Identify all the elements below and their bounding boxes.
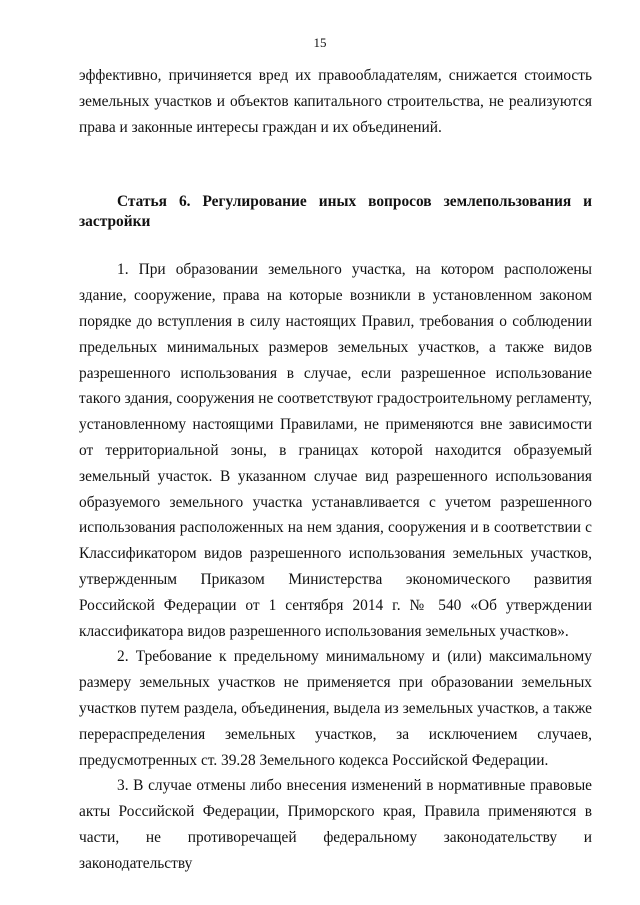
article-heading: Статья 6. Регулирование иных вопросов землепользования и застройки [79,193,592,231]
lead-paragraph: эффективно, причиняется вред их правообладателям, снижается стоимость земельных участков и объектов капитального строительства, не реализуются права и законные интересы граждан и их объединений. [79,67,592,136]
document-body [79,63,592,877]
paragraph-1: 1. При образовании земельного участка, на котором расположены здание, сооружение, права на которые возникли в установленном законом порядке до вступления в силу настоящих Правил, требования о соблюдении предельных минимальных размеров земельных участков, а также видов разрешенного использования в случае, если разрешенное использование такого здания, сооружения не соответствуют градостроительному регламенту, установленному настоящими Правилами, не применяются вне зависимости от территориальной зоны, в границах которой находится образуемый земельный участок. В указанном случае вид разрешенного использования образуемого земельного участка устанавливается с учетом разрешенного использования расположенных на нем здания, сооружения и в соответствии с Классификатором видов разрешенного использования земельных участков, утвержденным Приказом Министерства экономического развития Российской Федерации от 1 сентября 2014 г. № 540 «Об утверждении классификатора видов разрешенного использования земельных участков». [79,261,592,640]
spacer [79,232,592,257]
paragraph-2: 2. Требование к предельному минимальному и (или) максимальному размеру земельных участков не применяется при образовании земельных участков путем раздела, объединения, выдела из земельных участков, а также перераспределения земельных участков, за исключением случаев, предусмотренных ст. 39.28 Земельного кодекса Российской Федерации. [79,648,592,769]
spacer [79,140,592,166]
paragraph-3: 3. В случае отмены либо внесения изменений в нормативные правовые акты Российской Федерации, Приморского края, Правила применяются в части, не противоречащей федеральному законодательству и законодательству [79,777,592,872]
page-number: 15 [313,35,327,50]
spacer [79,166,592,192]
